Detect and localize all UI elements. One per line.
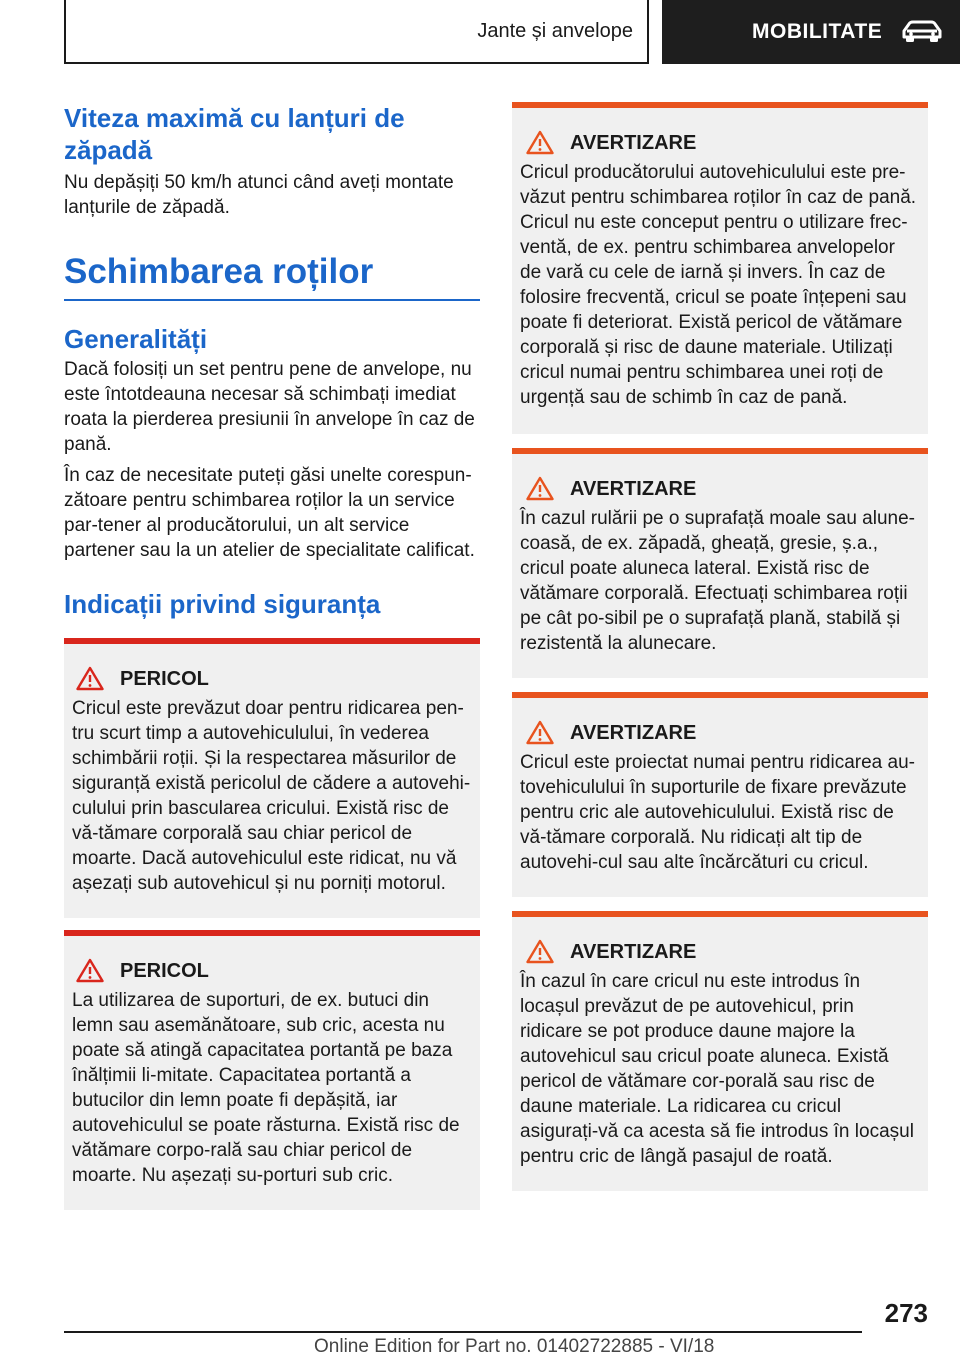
danger-box-2-text: La utilizarea de suporturi, de ex. butuci din lemn sau asemănătoare, sub cric, acesta nu poate să atingă capacitatea portantă pe baza înălțimii li-mitate. Capacitatea portantă a butucilor din lemn poate fi depășită, iar autovehiculul se poate răsturna. Există risc de vătămare corpo-rală sau chiar pericol de moarte. Nu așezați su-porturi sub cric.: [72, 990, 460, 1186]
header-section-tab: [64, 0, 649, 64]
section-title: Schimbarea roților: [64, 252, 374, 291]
warning-box-2-label: AVERTIZARE: [570, 478, 697, 500]
snow-chains-heading: Viteza maximă cu lanțuri de zăpadă: [64, 103, 405, 165]
header-chapter-tab: [662, 0, 960, 64]
warning-triangle-icon: [526, 476, 556, 502]
danger-box-2-label: PERICOL: [120, 960, 209, 982]
warning-box-1-label: AVERTIZARE: [570, 132, 697, 154]
warning-triangle-icon: [526, 720, 556, 746]
section-title-rule: [64, 299, 480, 301]
page-number: 273: [884, 1298, 928, 1328]
warning-triangle-icon: [76, 666, 106, 692]
right-column: [512, 102, 928, 1191]
footer-rule: [64, 1331, 862, 1333]
general-paragraph-1: Dacă folosiți un set pentru pene de anvelope, nu este întotdeauna necesar să schimbați imediat roata la pierderea presiunii în anvelope în caz de pană.: [64, 359, 475, 455]
warning-box-3: [512, 692, 928, 897]
warning-box-3-label: AVERTIZARE: [570, 722, 697, 744]
header-section-label: Jante și anvelope: [477, 19, 633, 42]
warning-box-3-title: [520, 720, 920, 746]
warning-triangle-icon: [526, 130, 556, 156]
footer-edition: Online Edition for Part no. 01402722885 - VI/18: [314, 1336, 715, 1357]
general-paragraph-2: În caz de necesitate puteți găsi unelte corespun-zătoare pentru schimbarea roților la un service par-tener al producătorului, un alt service partener sau la un atelier de specialitate calificat.: [64, 465, 475, 561]
warning-box-2-title: [520, 476, 920, 502]
danger-box-2: [64, 930, 480, 1210]
warning-triangle-icon: [76, 958, 106, 984]
warning-box-3-text: Cricul este proiectat numai pentru ridicarea au-tovehiculului în suporturile de fixare prevăzute pentru cric ale autovehiculului. Există risc de vă-tămare corporală. Nu ridicați alt tip de autovehi-cul sau alte încărcături cu cricul.: [520, 752, 915, 873]
warning-box-1: [512, 102, 928, 434]
danger-box-2-title: [72, 958, 472, 984]
warning-box-4-title: [520, 939, 920, 965]
danger-box-1: [64, 638, 480, 918]
warning-box-2-text: În cazul rulării pe o suprafață moale sau alune-coasă, de ex. zăpadă, gheață, gresie, ș.a., cricul poate aluneca lateral. Există risc de vătămare corporală. Efectuați schimbarea roții pe cât po-sibil pe o suprafață plană, stabilă și rezistentă la alunecare.: [520, 508, 916, 654]
warning-box-4-text: În cazul în care cricul nu este introdus în locașul prevăzut de pe autovehicul, prin ridicare se pot produce daune majore la autovehicul sau cricul poate aluneca. Există pericol de vătămare cor-porală sau risc de daune materiale. La ridicarea cu cricul asigurați-vă ca acesta să fie introdus în locașul pentru cric de lângă pasajul de roată.: [520, 971, 914, 1167]
warning-box-4-label: AVERTIZARE: [570, 941, 697, 963]
warning-triangle-icon: [526, 939, 556, 965]
header-chapter-label: MOBILITATE: [752, 20, 883, 43]
warning-box-2: [512, 448, 928, 678]
general-heading: Generalități: [64, 324, 208, 354]
snow-chains-text: Nu depășiți 50 km/h atunci când aveți montate lanțurile de zăpadă.: [64, 172, 454, 218]
danger-box-1-title: [72, 666, 472, 692]
warning-box-1-title: [520, 130, 920, 156]
danger-box-1-text: Cricul este prevăzut doar pentru ridicarea pen-tru scurt timp a autovehiculului, în vederea schimbării roții. Și la respectarea măsurilor de siguranță există pericolul de cădere a autovehi-culului prin bascularea cricului. Există risc de vă-tămare corporală sau chiar pericol de moarte. Dacă autovehiculul este ridicat, nu vă așezați sub autovehicul și nu porniți motorul.: [72, 698, 471, 894]
safety-heading: Indicații privind siguranța: [64, 589, 381, 619]
car-icon: [900, 19, 944, 45]
danger-box-1-label: PERICOL: [120, 668, 209, 690]
warning-box-4: [512, 911, 928, 1191]
left-column: [64, 102, 480, 1210]
warning-box-1-text: Cricul producătorului autovehiculului este pre-văzut pentru schimbarea roților în caz de pană. Cricul nu este conceput pentru o utilizare frec-ventă, de ex. pentru schimbarea anvelopelor de vară cu cele de iarnă și invers. În caz de folosire frecventă, cricul se poate înțepeni sau poate fi deteriorat. Există pericol de vătămare corporală și risc de daune materiale. Utilizați cricul numai pentru schimbarea unei roți de urgență sau de schimb în caz de pană.: [520, 162, 917, 408]
